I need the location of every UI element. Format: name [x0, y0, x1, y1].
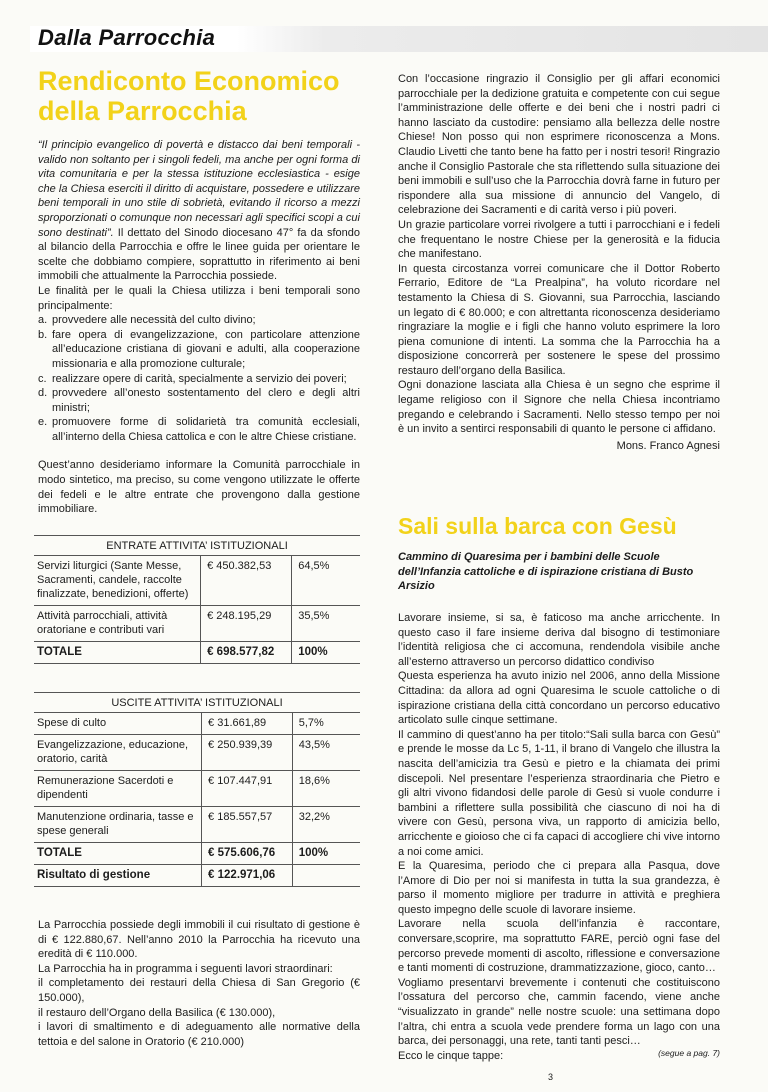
income-table-header: ENTRATE ATTIVITA’ ISTITUZIONALI [34, 536, 360, 556]
closing-line: il completamento dei restauri della Chiesa di San Gregorio (€ 150.000), [38, 977, 360, 1004]
table-row: Remunerazione Sacerdoti e dipendenti € 107.447,91 18,6% [34, 771, 360, 807]
article-title-line2: della Parrocchia [38, 96, 247, 126]
table-row: Manutenzione ordinaria, tasse e spese generali € 185.557,57 32,2% [34, 807, 360, 843]
closing-line: La Parrocchia ha in programma i seguenti lavori straordinari: [38, 962, 333, 975]
table-row: Spese di culto € 31.661,89 5,7% [34, 713, 360, 735]
article2-paragraph: Lavorare nella scuola dell’infanzia è raccontare, conversare,scoprire, ma soprattutto FARE, perciò ogni fase del percorso prevede momenti di ascolto, riflessione e conversazione e tanti momenti di costruzione, drammatizzazione, gioco, canto… [398, 918, 720, 975]
income-total-row: TOTALE € 698.577,82 100% [34, 642, 360, 664]
right-paragraph: Ogni donazione lasciata alla Chiesa è un segno che esprime il legame religioso con il Signore che nella Chiesa incontriamo pregando e celebrando i Sacramenti. Nello stesso tempo per noi è un invito a sentirci responsabili di quanto le persone ci affidano. [398, 379, 720, 436]
article2-paragraph: Lavorare insieme, si sa, è faticoso ma anche arricchente. In questo caso il fare insieme deriva dal bisogno di testimoniare l’identità religiosa che ci accomuna, rendendola visibile anche all’esterno attraverso un percorso didattico condiviso [398, 612, 720, 668]
continued-note: (segue a pag. 7) [658, 1048, 720, 1058]
right-paragraph: Con l’occasione ringrazio il Consiglio per gli affari economici parrocchiale per la dedizione gratuita e competente con cui segue l’amministrazione delle offerte e dei beni che i nostri padri ci hanno lasciato da custodire: pensiamo alla bellezza delle nostre Chiese! Non posso qui non esprimere riconoscenza a Mons. Claudio Livetti che tanto bene ha fatto per i nostri tesori! Ringrazio anche il Consiglio Pastorale che sta riflettendo sulla situazione dei beni immobili e sull’uso che la Parrocchia dovrà farne in futuro per rispondere alla sua missione di annuncio del Vangelo, di celebrazione dei Sacramenti e di carità verso i più poveri. [398, 73, 720, 217]
closing-line: i lavori di smaltimento e di adeguamento alle normative della tettoia e del salone in Oratorio (€ 210.000) [38, 1021, 360, 1048]
aims-intro: Le finalità per le quali la Chiesa utilizza i beni temporali sono principalmente: [38, 284, 360, 312]
article2-subtitle: Cammino di Quaresima per i bambini delle Scuole dell’Infanzia cattoliche e di ispirazione cristiana di Busto Arsizio [398, 551, 694, 593]
expense-total-row: TOTALE € 575.606,76 100% [34, 843, 360, 865]
aims-list [38, 313, 360, 444]
left-column-intro [38, 138, 360, 517]
sinod-quote: “Il principio evangelico di povertà e distacco dai beni temporali - valido non soltanto per i singoli fedeli, ma anche per ogni forma di vita comunitaria e per la stessa istituzione ecclesiastica - esige che la Chiesa eserciti il diritto di acquistare, possedere e utilizzare beni temporali in uno stile di sobrietà, evitando il ricorso a mezzi sproporzionati o comunque non necessari agli specifici scopi a cui sono destinati”. [38, 139, 360, 239]
sinod-paragraph [38, 138, 360, 284]
aim-item: e. promuovere forme di solidarietà tra comunità ecclesiali, all’interno della Chiesa cattolica e con le altre Chiese cristiane. [38, 416, 360, 443]
sinod-quote-tail: Il dettato del Sinodo diocesano 47° fa da sfondo al bilancio della Parrocchia e offre le linee guida per orientare le scelte che dobbiamo compiere, soprattutto in riferimento ai beni immobili che attualmente la Parrocchia possiede. [38, 226, 361, 283]
section-title: Dalla Parrocchia [38, 25, 216, 50]
aim-item: a. provvedere alle necessità del culto divino; [38, 314, 256, 327]
article2-title: Sali sulla barca con Gesù [398, 513, 677, 539]
closing-line: La Parrocchia possiede degli immobili il cui risultato di gestione è di € 122.880,67. Nell’anno 2010 la Parrocchia ha ricevuto una eredità di € 110.000. [38, 919, 360, 961]
article2-paragraph: Questa esperienza ha avuto inizio nel 2006, anno della Missione Cittadina: da allora ad ogni Quaresima le scuole cattoliche o di ispirazione cristiana della città concordano un percorso educativo articolato sulle cinque settimane. [398, 670, 720, 727]
article2-paragraph: Vogliamo presentarvi brevemente i contenuti che costituiscono l’ossatura del percorso che, cammin facendo, viene anche “visualizzato in grande” nelle nostre scuole: una settimana dopo l’altra, chi entra a scuola vede prendere forma un lago con una barca, dei personaggi, una rete, tanti tanti pesci… [398, 976, 720, 1048]
right-column-article1 [398, 72, 720, 453]
article-title-line1: Rendiconto Economico [38, 66, 340, 96]
signature: Mons. Franco Agnesi [616, 439, 720, 452]
aim-item: d. provvedere all’onesto sostentamento del clero e degli altri ministri; [38, 387, 360, 414]
table-row: Evangelizzazione, educazione, oratorio, carità € 250.939,39 43,5% [34, 735, 360, 771]
expense-table [34, 692, 360, 887]
right-paragraph: Un grazie particolare vorrei rivolgere a tutti i parrocchiani e i fedeli che frequentano le nostre Chiese per la generosità e la fiducia che manifestano. [398, 218, 720, 261]
info-paragraph: Quest’anno desideriamo informare la Comunità parrocchiale in modo sintetico, ma preciso, su come vengono utilizzate le offerte dei fedeli e le altre entrate che provengono dalla gestione immobiliare. [38, 459, 360, 516]
left-column-closing [38, 918, 360, 1049]
page-number: 3 [548, 1072, 554, 1082]
right-paragraph: In questa circostanza vorrei comunicare che il Dottor Roberto Ferrario, Editore de “La Prealpina”, ha voluto ricordare nel testamento la Chiesa di S. Giovanni, sua Parrocchia, lasciando un legato di € 80.000; e con altrettanta riconoscenza desideriamo ringraziare la moglie e i figli che hanno voluto esprimere la loro piena comunione di intenti. La somma che la Parrocchia ha a disposizione concorrerà per sostenere le spese del prossimo restauro dell’organo della Basilica. [398, 262, 720, 377]
expense-table-header: USCITE ATTIVITA’ ISTITUZIONALI [34, 693, 360, 713]
article2-paragraph: Il cammino di quest’anno ha per titolo:“Sali sulla barca con Gesù” e prende le mosse da Lc 5, 1-11, il brano di Vangelo che illustra la nascita dell’amicizia tra Gesù e pietro e la chiamata dei primi discepoli. Nel presentare l’esperienza straordinaria che Pietro e gli altri vivono fidandosi delle parole di Gesù si vuole condurre i bambini a riflettere sulla possibilità che ciascuno di noi ha di vivere con Gesù, persona viva, un rapporto di amicizia bello, arricchente e gioioso che ci fa capaci di accogliere chi vive intorno a noi come amici. [398, 728, 720, 858]
article2-body [398, 611, 720, 1063]
article-title [38, 66, 340, 126]
aim-item: b. fare opera di evangelizzazione, con particolare attenzione all’educazione cristiana di giovani e adulti, alla cooperazione missionaria e alla promozione culturale; [38, 328, 360, 370]
management-result-row: Risultato di gestione € 122.971,06 [34, 865, 360, 887]
aim-item: c. realizzare opere di carità, specialmente a servizio dei poveri; [38, 372, 347, 385]
article2-paragraph: E la Quaresima, periodo che ci prepara alla Pasqua, dove l’Amore di Dio per noi si manifesta in tutta la sua grandezza, è parso il momento migliore per tradurre in attività e preghiera questo impegno delle scuole di lavorare insieme. [398, 860, 720, 916]
table-row: Servizi liturgici (Sante Messe, Sacramenti, candele, raccolte finalizzate, benedizioni, offerte) € 450.382,53 64,5% [34, 556, 360, 606]
closing-line: il restauro dell’Organo della Basilica (€ 130.000), [38, 1006, 276, 1019]
income-table [34, 535, 360, 664]
table-row: Attività parrocchiali, attività oratoriane e contributi vari € 248.195,29 35,5% [34, 606, 360, 642]
article2-paragraph: Ecco le cinque tappe: [398, 1049, 504, 1062]
